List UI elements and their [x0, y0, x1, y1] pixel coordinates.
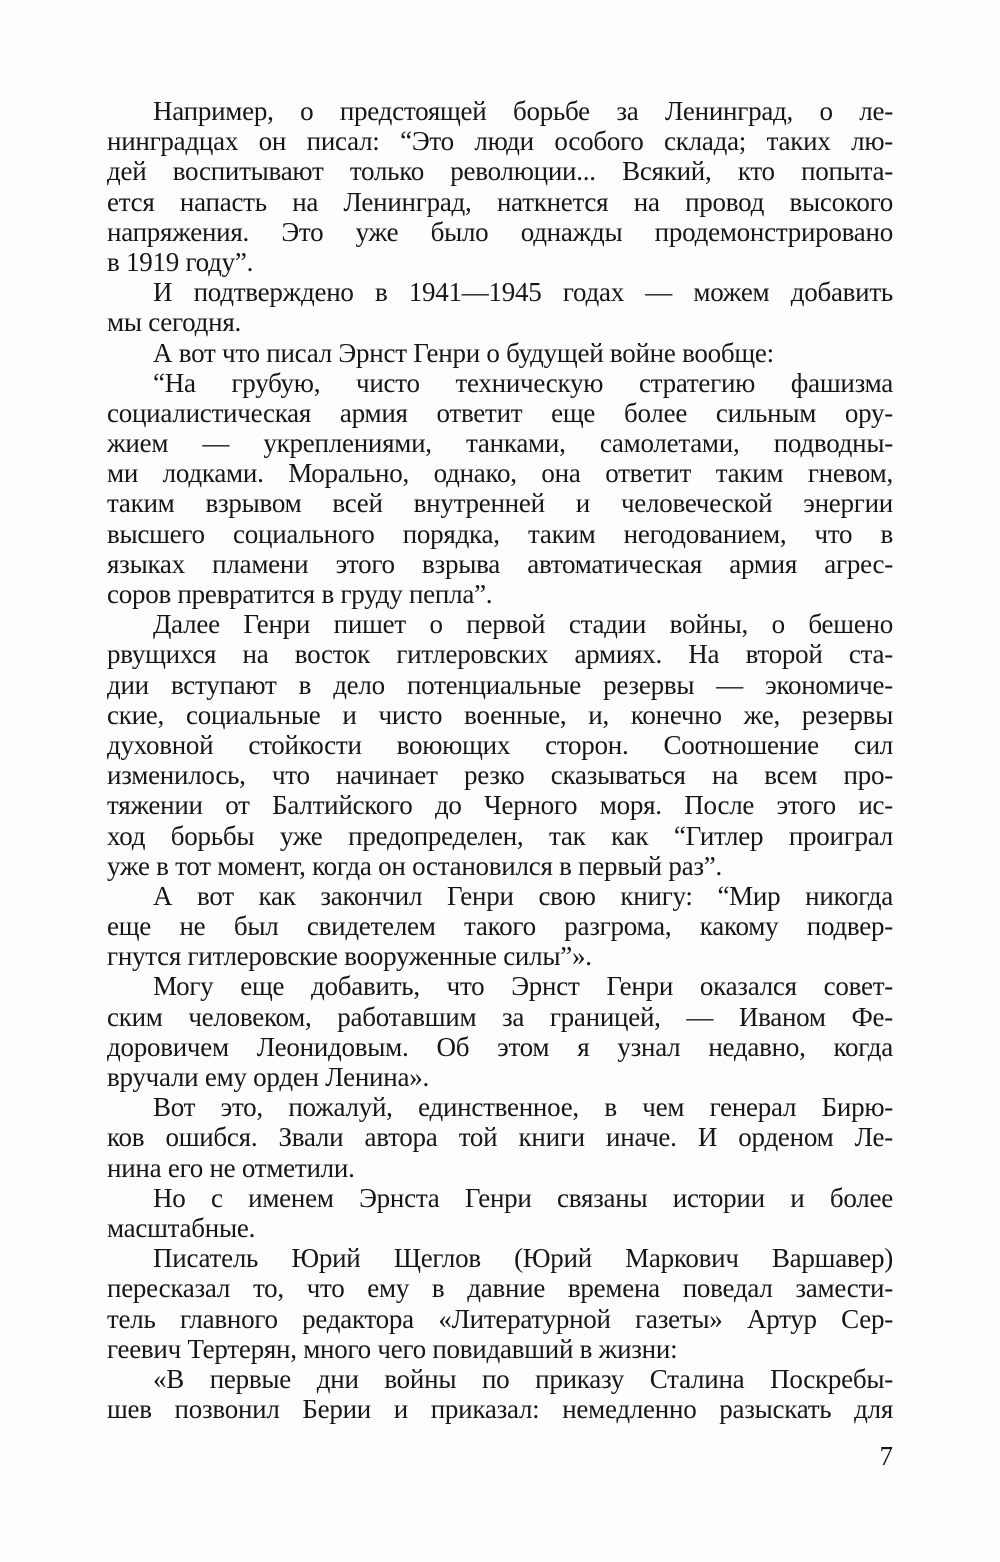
text-line: соров превратится в груду пепла”.: [107, 579, 493, 609]
text-line: Например, о предстоящей борьбе за Ленинград, о ле-: [153, 96, 893, 126]
text-line: языках пламени этого взрыва автоматическая армия агрес-: [107, 548, 893, 579]
text-line: уже в тот момент, когда он остановился в первый раз”.: [107, 850, 723, 881]
text-line: изменилось, что начинает резко сказываться на всем про-: [107, 760, 893, 791]
text-line: ется напасть на Ленинград, наткнется на провод высокого: [107, 186, 893, 217]
text-line: И подтверждено в 1941—1945 годах — можем добавить: [153, 277, 893, 308]
page-number: 7: [879, 1441, 893, 1471]
text-line: духовной стойкости воюющих сторон. Соотношение сил: [107, 729, 893, 760]
text-line: ские, социальные и чисто военные, и, конечно же, резервы: [107, 699, 893, 730]
text-line: нинградцах он писал: “Это люди особого склада; таких лю-: [107, 126, 893, 157]
text-line: Далее Генри пишет о первой стадии войны, о бешено: [153, 609, 893, 640]
text-line: вручали ему орден Ленина».: [107, 1062, 429, 1092]
text-line: масштабные.: [107, 1212, 256, 1243]
text-line: нина его не отметили.: [107, 1152, 355, 1183]
text-line: пересказал то, что ему в давние времена поведал замести-: [107, 1273, 893, 1304]
text-line: рвущихся на восток гитлеровских армиях. На второй ста-: [107, 639, 893, 670]
text-line: «В первые дни войны по приказу Сталина Поскребы-: [153, 1363, 893, 1394]
text-line: шев позвонил Берии и приказал: немедленно разыскать для: [107, 1394, 893, 1425]
text-line: ским человеком, работавшим за границей, — Иваном Фе-: [107, 1001, 893, 1032]
text-line: социалистическая армия ответит еще более сильным ору-: [107, 397, 893, 428]
text-line: Но с именем Эрнста Генри связаны истории и более: [153, 1182, 893, 1213]
text-line: Могу еще добавить, что Эрнст Генри оказался совет-: [153, 971, 893, 1002]
text-line: высшего социального порядка, таким негодованием, что в: [107, 518, 893, 549]
text-line: ми лодками. Морально, однако, она ответит таким гневом,: [107, 458, 893, 489]
text-line: Вот это, пожалуй, единственное, в чем генерал Бирю-: [153, 1092, 893, 1123]
text-line: дей воспитывают только революции... Всякий, кто попыта-: [107, 156, 893, 187]
text-line: А вот как закончил Генри свою книгу: “Мир никогда: [153, 880, 893, 911]
text-line: тель главного редактора «Литературной газеты» Артур Сер-: [107, 1303, 893, 1334]
text-line: напряжения. Это уже было однажды продемонстрировано: [107, 216, 893, 247]
text-line: геевич Тертерян, много чего повидавший в жизни:: [107, 1333, 678, 1364]
text-line: жием — укреплениями, танками, самолетами, подводны-: [107, 428, 893, 459]
text-line: дии вступают в дело потенциальные резервы — экономиче-: [107, 669, 893, 700]
text-line: доровичем Леонидовым. Об этом я узнал недавно, когда: [107, 1031, 893, 1062]
text-line: тяжении от Балтийского до Черного моря. После этого ис-: [107, 790, 893, 821]
text-line: таким взрывом всей внутренней и человеческой энергии: [107, 488, 893, 519]
page-text: [107, 96, 893, 1424]
text-line: Писатель Юрий Щеглов (Юрий Маркович Варшавер): [153, 1243, 893, 1274]
text-line: ход борьбы уже предопределен, так как “Гитлер проиграл: [107, 820, 893, 851]
text-line: в 1919 году”.: [107, 246, 254, 277]
text-line: ков ошибся. Звали автора той книги иначе. И орденом Ле-: [107, 1122, 893, 1153]
text-line: “На грубую, чисто техническую стратегию фашизма: [153, 367, 893, 398]
text-line: А вот что писал Эрнст Генри о будущей войне вообще:: [153, 337, 774, 368]
text-line: мы сегодня.: [107, 307, 242, 338]
text-line: еще не был свидетелем такого разгрома, какому подвер-: [107, 911, 893, 942]
text-line: гнутся гитлеровские вооруженные силы”».: [107, 941, 592, 972]
